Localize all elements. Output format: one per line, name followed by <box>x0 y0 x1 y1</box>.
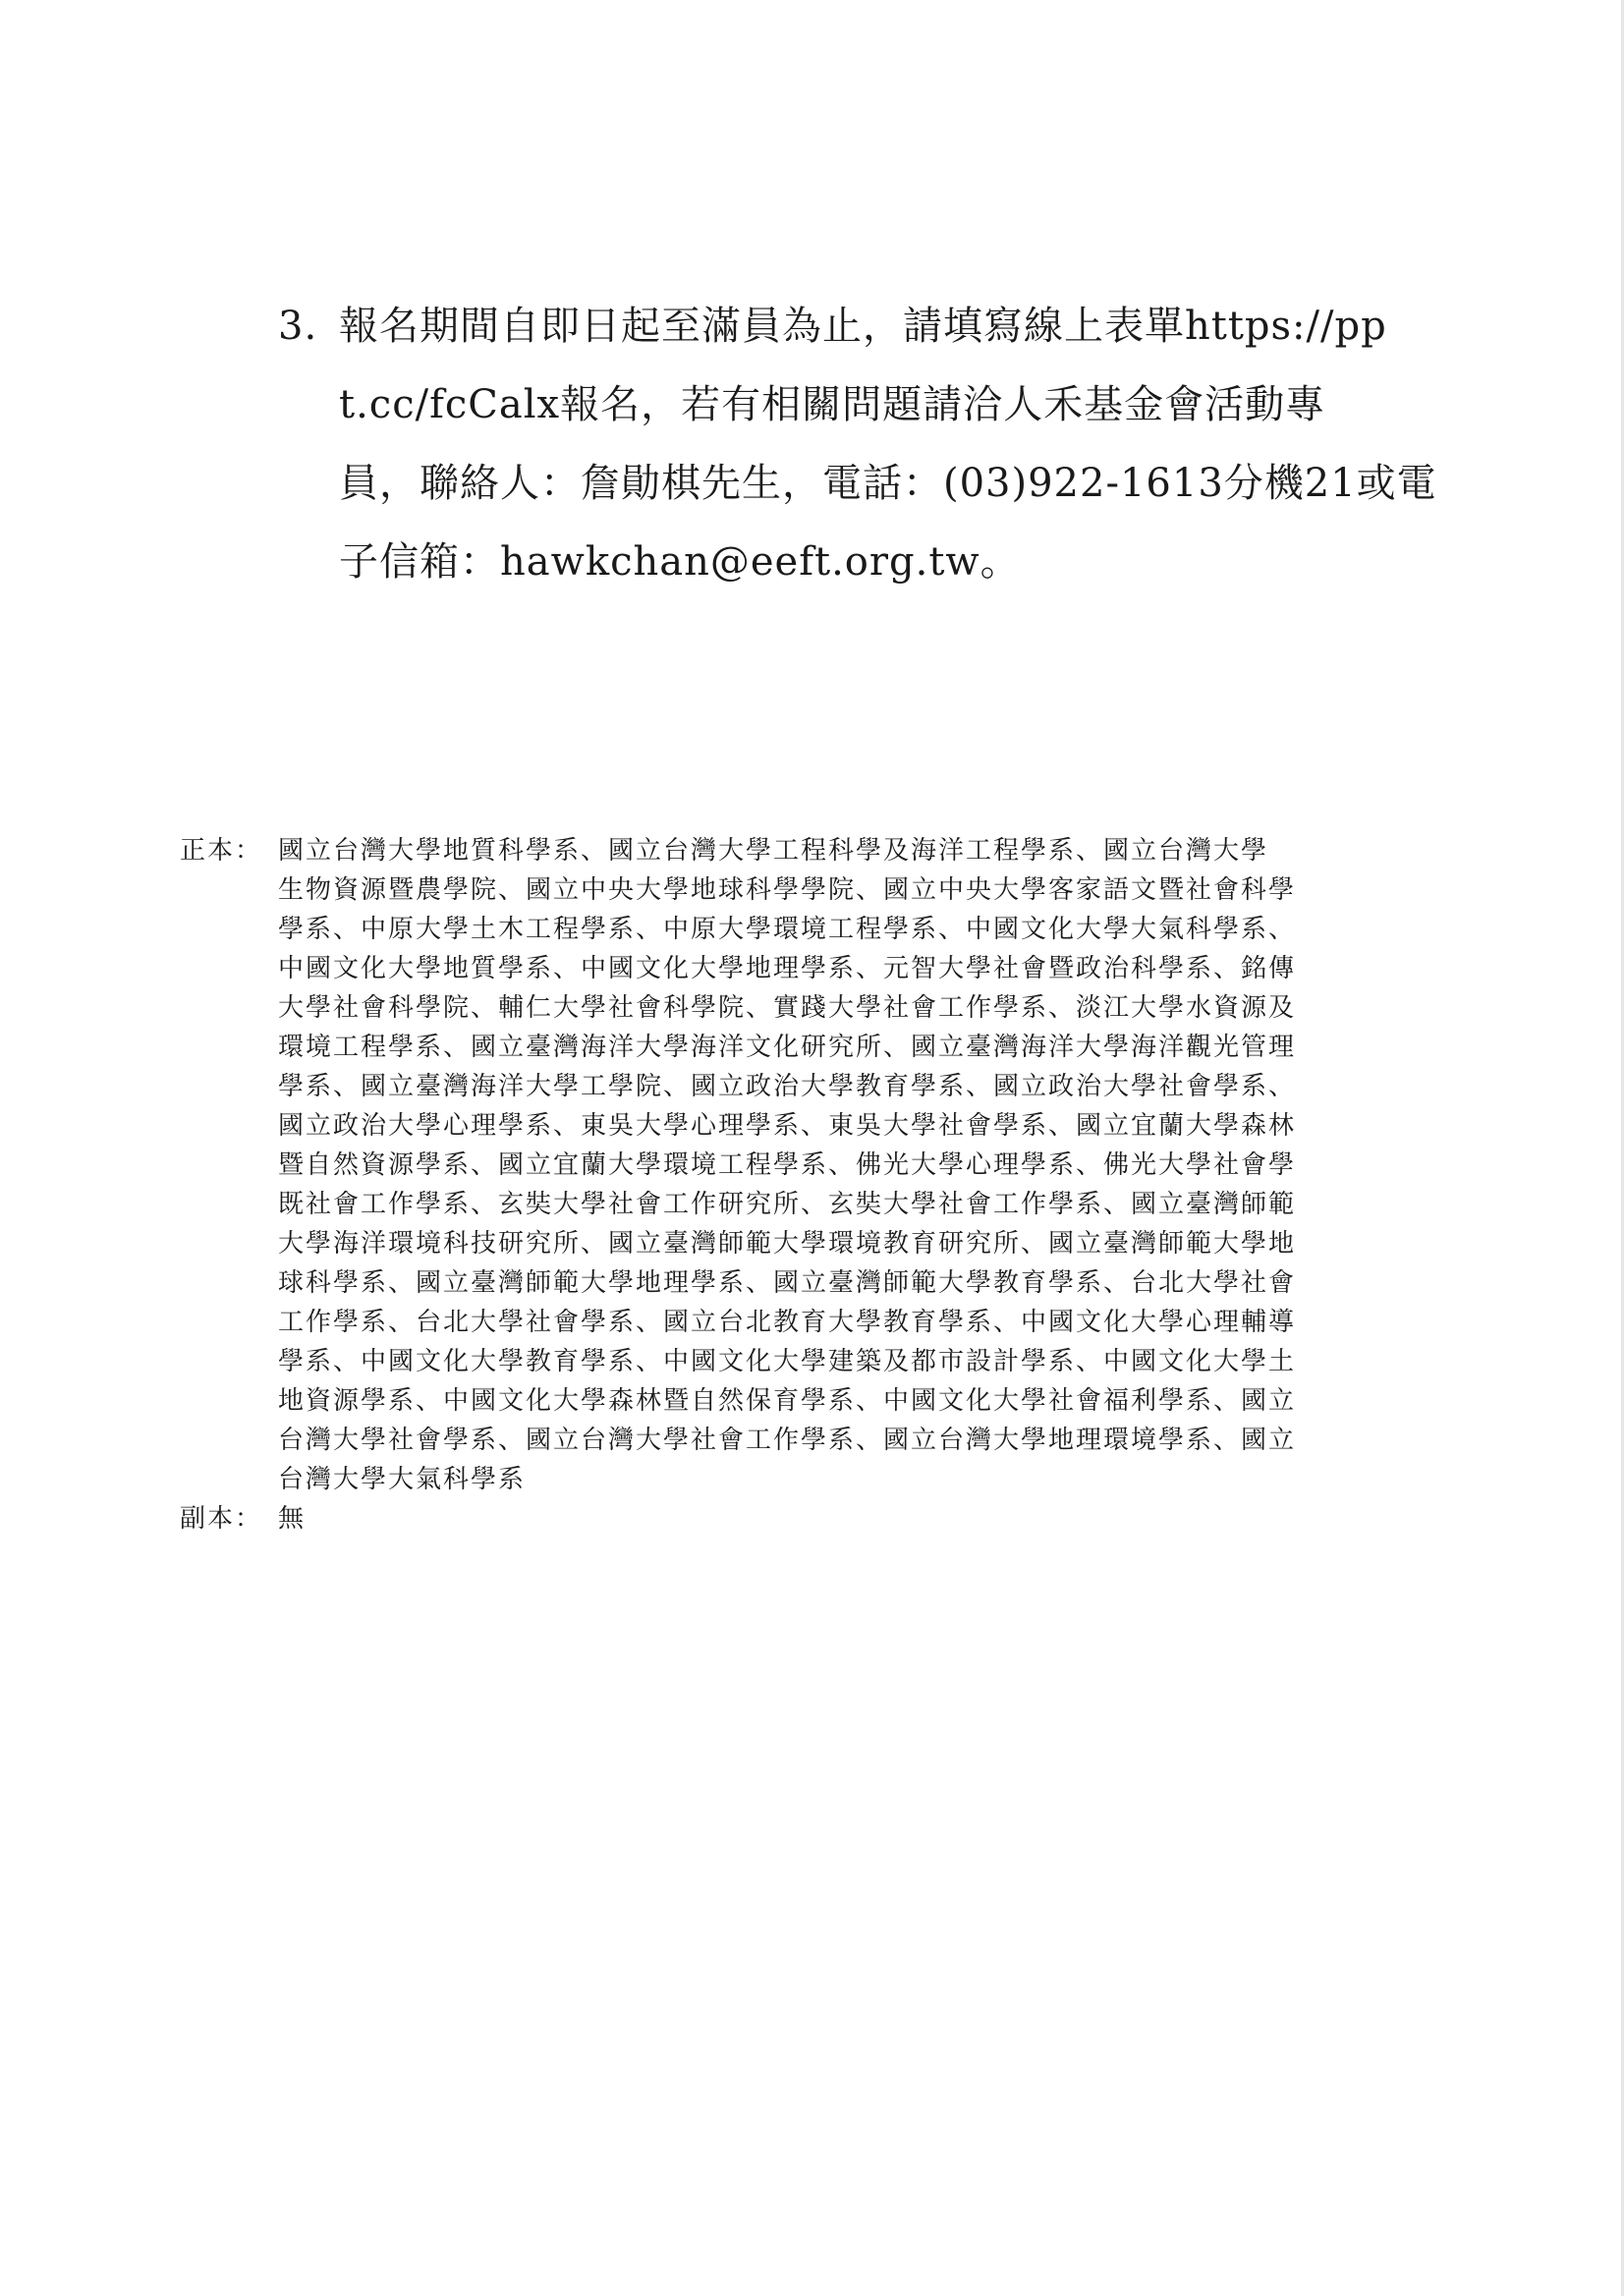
item-text <box>339 287 1437 601</box>
copy-label: 副本： <box>180 1504 263 1534</box>
recipient-list <box>180 831 1437 1539</box>
recipient-line: 暨自然資源學系、國立宜蘭大學環境工程學系、佛光大學心理學系、佛光大學社會學 <box>278 1150 1297 1180</box>
recipient-line: 既社會工作學系、玄奘大學社會工作研究所、玄奘大學社會工作學系、國立臺灣師範 <box>278 1190 1297 1219</box>
recipient-line: 生物資源暨農學院、國立中央大學地球科學學院、國立中央大學客家語文暨社會科學 <box>278 875 1297 905</box>
recipient-line: 環境工程學系、國立臺灣海洋大學海洋文化研究所、國立臺灣海洋大學海洋觀光管理 <box>278 1033 1297 1062</box>
item-line: 子信箱：hawkchan@eeft.org.tw。 <box>339 539 1021 585</box>
original-label: 正本： <box>180 836 263 866</box>
item-number: 3. <box>278 304 318 349</box>
recipient-line: 工作學系、台北大學社會學系、國立台北教育大學教育學系、中國文化大學心理輔導 <box>278 1308 1297 1337</box>
copy-value: 無 <box>278 1504 307 1534</box>
recipient-line: 學系、中國文化大學教育學系、中國文化大學建築及都市設計學系、中國文化大學土 <box>278 1347 1297 1376</box>
recipient-line: 國立台灣大學地質科學系、國立台灣大學工程科學及海洋工程學系、國立台灣大學 <box>278 836 1269 866</box>
instruction-item <box>278 287 1437 601</box>
recipient-line: 中國文化大學地質學系、中國文化大學地理學系、元智大學社會暨政治科學系、銘傳 <box>278 954 1297 983</box>
original-recipients <box>180 831 1437 1499</box>
item-line: t.cc/fcCalx報名，若有相關問題請洽人禾基金會活動專 <box>339 382 1326 427</box>
original-recipient-lines <box>278 831 1437 1499</box>
recipient-line: 學系、國立臺灣海洋大學工學院、國立政治大學教育學系、國立政治大學社會學系、 <box>278 1072 1297 1101</box>
recipient-line: 台灣大學大氣科學系 <box>278 1465 527 1494</box>
copy-recipients <box>180 1499 1437 1539</box>
recipient-line: 地資源學系、中國文化大學森林暨自然保育學系、中國文化大學社會福利學系、國立 <box>278 1386 1297 1416</box>
recipient-line: 學系、中原大學土木工程學系、中原大學環境工程學系、中國文化大學大氣科學系、 <box>278 915 1297 944</box>
item-line: 員，聯絡人：詹勛棋先生，電話：(03)922-1613分機21或電 <box>339 461 1437 506</box>
recipient-line: 大學社會科學院、輔仁大學社會科學院、實踐大學社會工作學系、淡江大學水資源及 <box>278 993 1297 1023</box>
recipient-line: 大學海洋環境科技研究所、國立臺灣師範大學環境教育研究所、國立臺灣師範大學地 <box>278 1229 1297 1259</box>
recipient-line: 台灣大學社會學系、國立台灣大學社會工作學系、國立台灣大學地理環境學系、國立 <box>278 1426 1297 1455</box>
item-line: 報名期間自即日起至滿員為止，請填寫線上表單https://pp <box>339 304 1387 349</box>
recipient-line: 國立政治大學心理學系、東吳大學心理學系、東吳大學社會學系、國立宜蘭大學森林 <box>278 1111 1297 1141</box>
recipient-line: 球科學系、國立臺灣師範大學地理學系、國立臺灣師範大學教育學系、台北大學社會 <box>278 1268 1297 1298</box>
